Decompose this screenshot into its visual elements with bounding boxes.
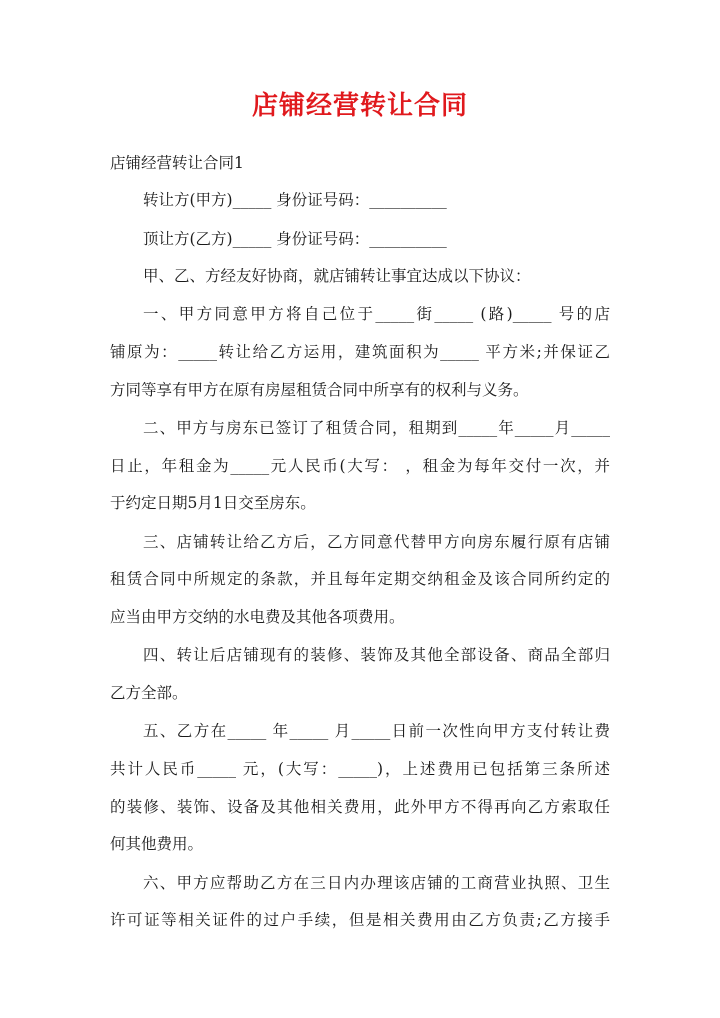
clause-2-line-2: 日止，年租金为_____元人民币(大写： ，租金为每年交付一次，并 (110, 457, 610, 475)
clause-5-line-2: 共计人民币_____ 元，(大写：_____)，上述费用已包括第三条所述 (110, 760, 610, 778)
clause-4-line-2: 乙方全部。 (110, 684, 188, 702)
clause-5-line-3: 的装修、装饰、设备及其他相关费用，此外甲方不得再向乙方索取任 (110, 798, 610, 816)
clause-1-line-2: 铺原为：_____转让给乙方运用，建筑面积为_____ 平方米;并保证乙 (110, 343, 610, 361)
agreement-intro: 甲、乙、方经友好协商，就店铺转让事宜达成以下协议： (143, 267, 531, 285)
clause-1-line-3: 方同等享有甲方在原有房屋租赁合同中所享有的权利与义务。 (110, 381, 529, 399)
transferee-line: 顶让方(乙方)_____ 身份证号码：__________ (143, 230, 447, 248)
clause-6-line-2: 许可证等相关证件的过户手续，但是相关费用由乙方负责;乙方接手 (110, 911, 610, 929)
clause-3-line-3: 应当由甲方交纳的水电费及其他各项费用。 (110, 608, 405, 626)
clause-6-line-1: 六、甲方应帮助乙方在三日内办理该店铺的工商营业执照、卫生 (143, 874, 610, 892)
contract-heading: 店铺经营转让合同1 (110, 154, 244, 172)
clause-3-line-1: 三、店铺转让给乙方后，乙方同意代替甲方向房东履行原有店铺 (143, 533, 610, 551)
clause-3-line-2: 租赁合同中所规定的条款，并且每年定期交纳租金及该合同所约定的 (110, 570, 610, 588)
document-title: 店铺经营转让合同 (251, 91, 468, 121)
clause-2-line-1: 二、甲方与房东已签订了租赁合同，租期到_____年_____月_____ (143, 419, 610, 437)
clause-5-line-4: 何其他费用。 (110, 835, 204, 853)
transferor-line: 转让方(甲方)_____ 身份证号码：__________ (143, 191, 447, 209)
clause-1-line-1: 一、甲方同意甲方将自己位于_____街_____ (路)_____ 号的店 (143, 305, 610, 323)
clause-2-line-3: 于约定日期5月1日交至房东。 (110, 494, 316, 512)
clause-5-line-1: 五、乙方在_____ 年_____ 月_____日前一次性向甲方支付转让费 (143, 722, 610, 740)
clause-4-line-1: 四、转让后店铺现有的装修、装饰及其他全部设备、商品全部归 (143, 646, 610, 664)
